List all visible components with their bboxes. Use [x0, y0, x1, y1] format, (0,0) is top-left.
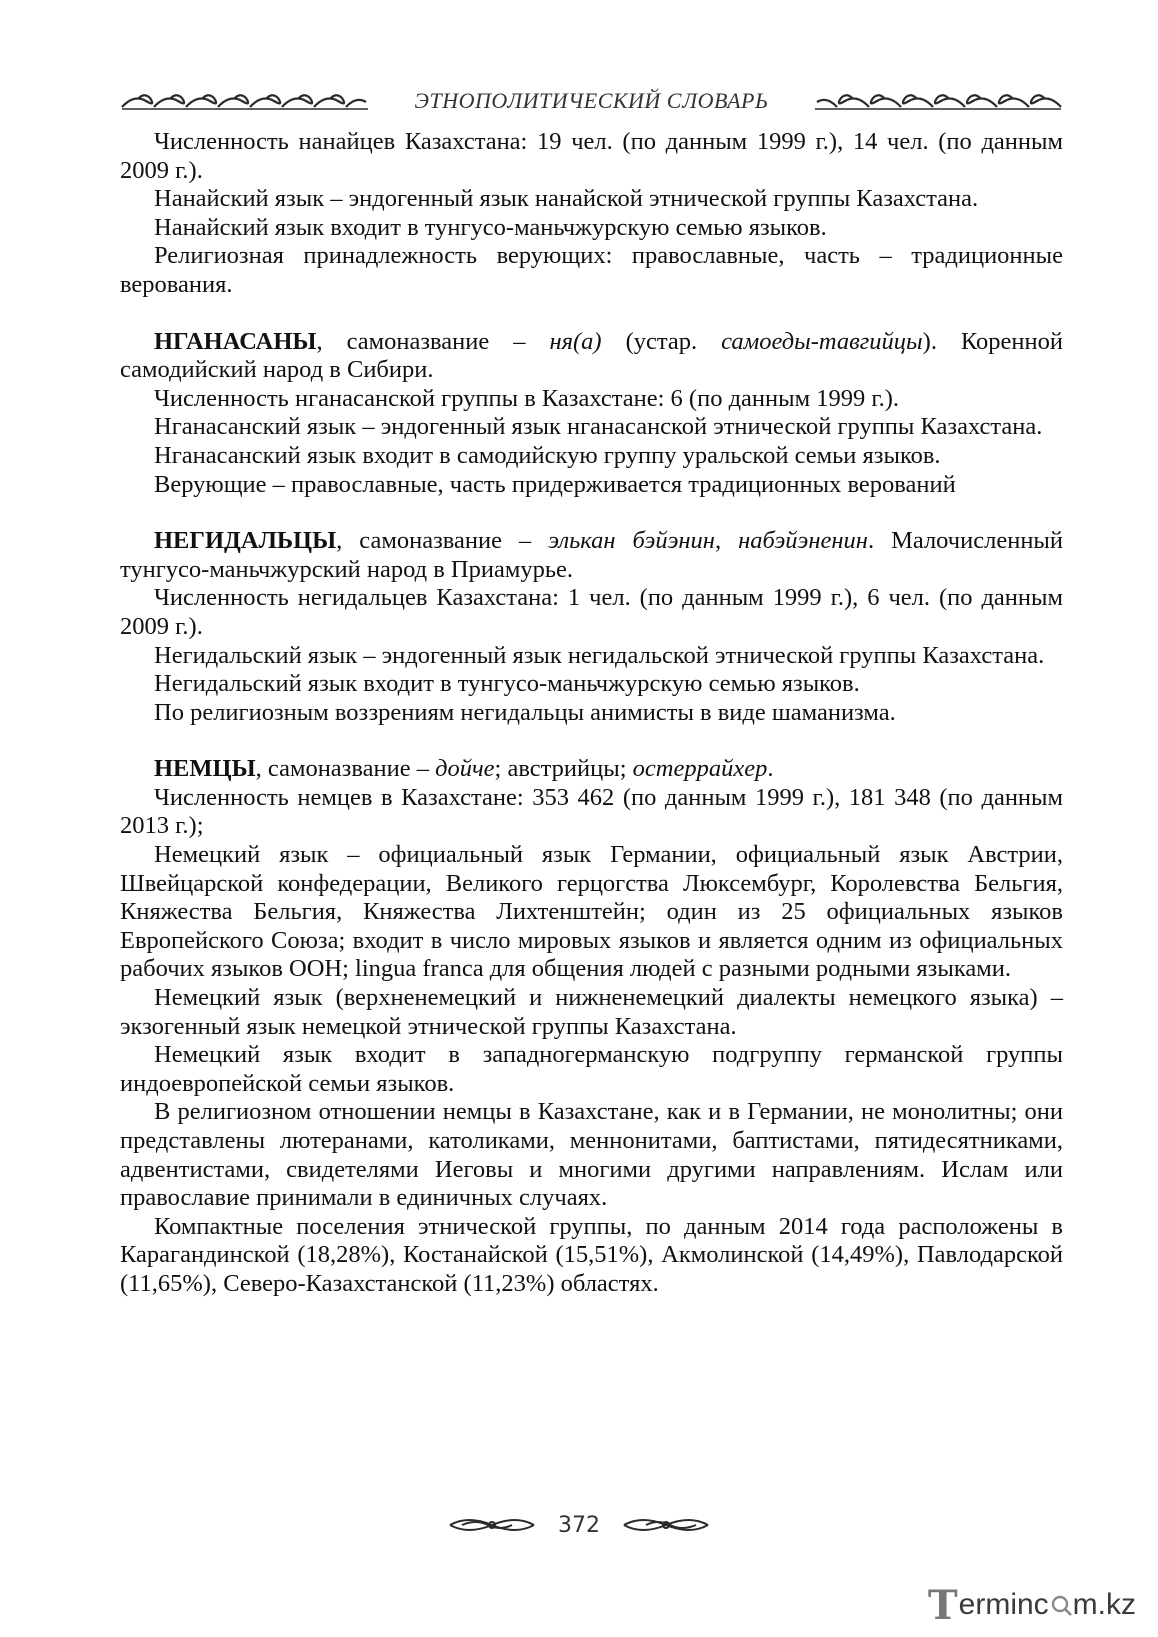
entry-headword: НГАНАСАНЫ [154, 327, 317, 355]
header-ornament-right-icon [813, 90, 1063, 112]
text-run: Численность нанайцев Казахстана: 19 чел. (по данным 1999 г.), 14 чел. (по данным 2009 г.). [120, 128, 1063, 184]
text-run: Нганасанский язык – эндогенный язык нганасанской этнической группы Казахстана. [154, 413, 1043, 441]
text-run: Негидальский язык входит в тунгусо-маньчжурскую семью языков. [154, 670, 860, 698]
text-run: Нанайский язык входит в тунгусо-маньчжурскую семью языков. [154, 213, 827, 241]
watermark-logo [928, 1583, 1136, 1627]
paragraph [120, 1213, 1063, 1299]
text-run: Немецкий язык входит в западногерманскую подгруппу германской группы индоевропейской семьи языков. [120, 1041, 1063, 1097]
text-run: Негидальский язык – эндогенный язык негидальской этнической группы Казахстана. [154, 641, 1045, 669]
paragraph [120, 328, 1063, 385]
text-run: , самоназвание – [336, 527, 549, 555]
magnifier-icon [1050, 1594, 1072, 1616]
paragraph [120, 699, 1063, 728]
entry-separator [120, 499, 1063, 527]
watermark-letter-t: T [927, 1581, 958, 1629]
italic-term: дойче [435, 755, 495, 783]
paragraph [120, 242, 1063, 299]
text-run: Религиозная принадлежность верующих: православные, часть – традиционные верования. [120, 242, 1063, 298]
paragraph [120, 385, 1063, 414]
paragraph [120, 1098, 1063, 1212]
text-run: Нанайский язык – эндогенный язык нанайской этнической группы Казахстана. [154, 185, 979, 213]
text-run: Численность нганасанской группы в Казахстане: 6 (по данным 1999 г.). [154, 384, 900, 412]
dictionary-body [120, 128, 1063, 1299]
running-header [120, 86, 1063, 116]
paragraph [120, 984, 1063, 1041]
text-run: , самоназвание – [255, 755, 436, 783]
text-run: (устар. [601, 327, 722, 355]
text-run: ; австрийцы; [494, 755, 633, 783]
paragraph [120, 214, 1063, 243]
text-run: . [767, 755, 774, 783]
header-ornament-left-icon [120, 90, 370, 112]
paragraph [120, 185, 1063, 214]
paragraph [120, 413, 1063, 442]
text-run: По религиозным воззрениям негидальцы анимисты в виде шаманизма. [154, 698, 896, 726]
paragraph [120, 442, 1063, 471]
entry-separator [120, 727, 1063, 755]
text-run: Немецкий язык – официальный язык Германии, официальный язык Австрии, Швейцарской конфедерации, Великого герцогства Люксембург, Королевства Бельгия, Княжества Бельгия, Княжества Лихтенштейн; один из 25 официальных языков Европейского Союза; входит в число мировых языков и является одним из официальных рабочих языков ООН; lingua franca для общения людей с разными родными языками. [120, 841, 1063, 983]
paragraph [120, 128, 1063, 185]
watermark-text-mid: erminc [958, 1588, 1049, 1621]
paragraph [120, 670, 1063, 699]
paragraph [120, 471, 1063, 500]
text-run: Верующие – православные, часть придерживается традиционных верований [154, 470, 956, 498]
italic-term: элькан бэйэнин, набэйэненин [548, 527, 868, 555]
text-run: Численность негидальцев Казахстана: 1 чел. (по данным 1999 г.), 6 чел. (по данным 2009 г.). [120, 584, 1063, 640]
italic-term: остеррайхер [632, 755, 768, 783]
text-run: Нганасанский язык входит в самодийскую группу уральской семьи языков. [154, 441, 941, 469]
paragraph [120, 755, 1063, 784]
paragraph [120, 841, 1063, 984]
paragraph [120, 584, 1063, 641]
text-run: , самоназвание – [316, 327, 550, 355]
watermark-text-end: m.kz [1072, 1588, 1136, 1621]
text-run: Численность немцев в Казахстане: 353 462 (по данным 1999 г.), 181 348 (по данным 2013 г.); [120, 783, 1063, 840]
italic-term: ня(а) [549, 327, 602, 355]
paragraph [120, 784, 1063, 841]
paragraph [120, 642, 1063, 671]
text-run: ). Коренной самодийский народ в Сибири. [120, 327, 1063, 384]
italic-term: самоеды-тавгийцы [721, 327, 923, 355]
footer-ornament-left-icon [448, 1513, 536, 1537]
entry-headword: НЕГИДАЛЬЦЫ [154, 527, 337, 555]
text-run: В религиозном отношении немцы в Казахстане, как и в Германии, не монолитны; они представлены лютеранами, католиками, меннонитами, баптистами, пятидесятниками, адвентистами, свидетелями Иеговы и многими другими направлениям. Ислам или православие принимали в единичных случаях. [120, 1098, 1063, 1212]
text-run: . Малочисленный тунгусо-маньчжурский народ в Приамурье. [120, 527, 1064, 583]
paragraph [120, 1041, 1063, 1098]
paragraph [120, 527, 1063, 584]
entry-headword: НЕМЦЫ [154, 755, 256, 783]
page-number: 372 [558, 1512, 600, 1538]
text-run: Компактные поселения этнической группы, по данным 2014 года расположены в Карагандинской (18,28%), Костанайской (15,51%), Акмолинской (14,49%), Павлодарской (11,65%), Северо-Казахстанской (11,23%) областях. [120, 1212, 1063, 1297]
entry-separator [120, 300, 1063, 328]
page-footer [0, 1510, 1158, 1540]
text-run: Немецкий язык (верхненемецкий и нижненемецкий диалекты немецкого языка) – экзогенный язык немецкой этнической группы Казахстана. [120, 984, 1063, 1040]
footer-ornament-right-icon [622, 1513, 710, 1537]
header-title: ЭТНОПОЛИТИЧЕСКИЙ СЛОВАРЬ [414, 88, 769, 113]
